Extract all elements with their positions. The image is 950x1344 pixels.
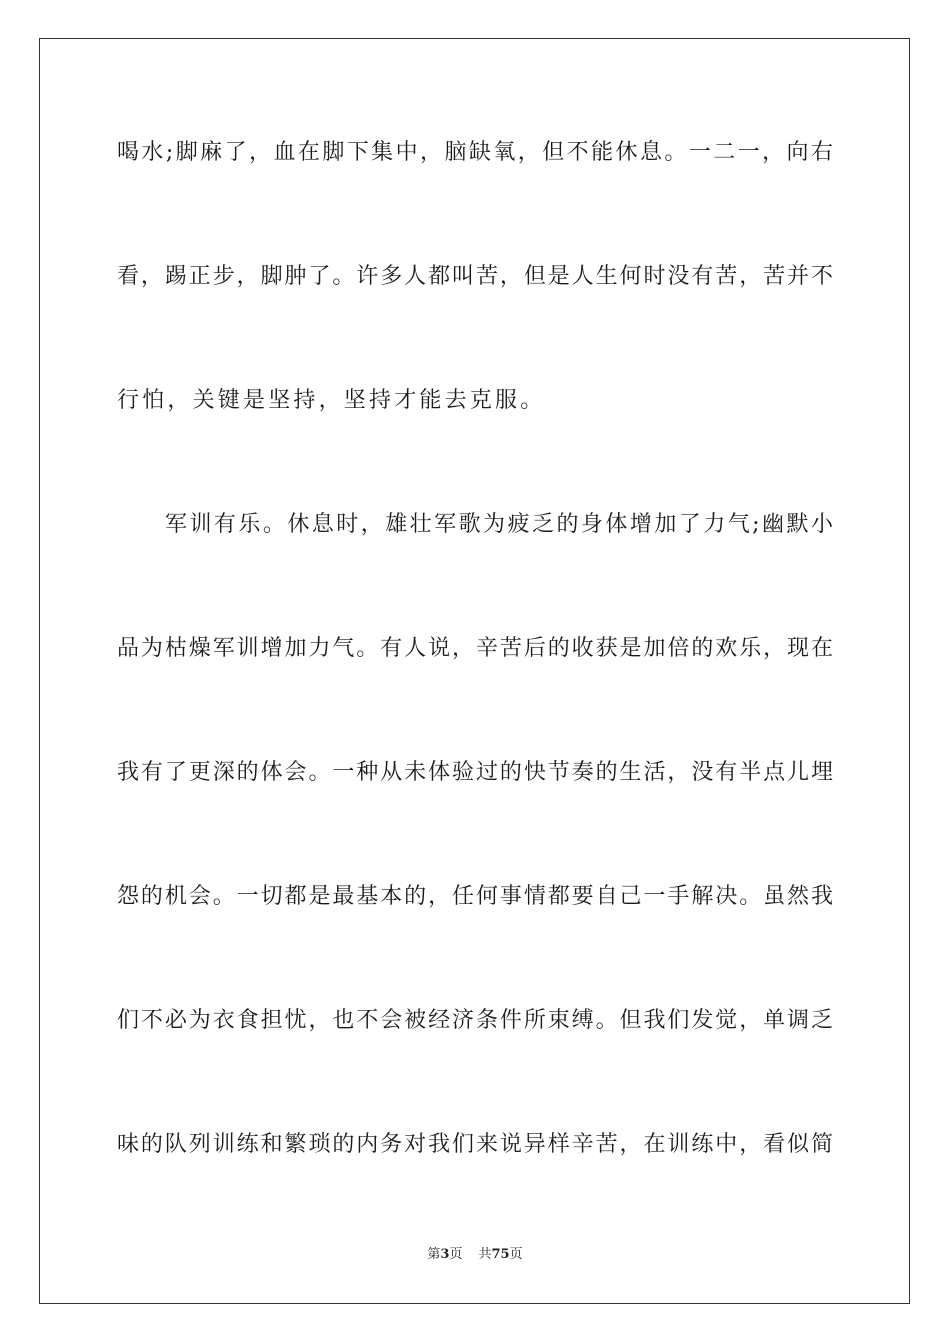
paragraph-line: 军训有乐。休息时，雄壮军歌为疲乏的身体增加了力气;幽默小 (165, 512, 833, 537)
total-prefix: 共 (478, 1247, 492, 1262)
page-footer (0, 1246, 950, 1264)
page-number: 3 (440, 1247, 450, 1262)
paragraph-line: 们不必为衣食担忧，也不会被经济条件所束缚。但我们发觉，单调乏 (117, 1008, 833, 1033)
page-suffix: 页 (449, 1247, 463, 1262)
page-border (39, 38, 910, 1304)
paragraph-line: 喝水;脚麻了，血在脚下集中，脑缺氧，但不能休息。一二一，向右 (117, 140, 833, 165)
total-pages: 75 (491, 1247, 510, 1262)
paragraph-line: 味的队列训练和繁琐的内务对我们来说异样辛苦，在训练中，看似简 (117, 1132, 833, 1157)
paragraph-line: 看，踢正步，脚肿了。许多人都叫苦，但是人生何时没有苦，苦并不 (117, 264, 833, 289)
total-suffix: 页 (509, 1247, 523, 1262)
paragraph-line: 品为枯燥军训增加力气。有人说，辛苦后的收获是加倍的欢乐，现在 (117, 636, 833, 661)
paragraph-line: 我有了更深的体会。一种从未体验过的快节奏的生活，没有半点儿埋 (117, 760, 833, 785)
paragraph-line: 行怕，关键是坚持，坚持才能去克服。 (117, 388, 546, 413)
page-prefix: 第 (427, 1247, 441, 1262)
paragraph-line: 怨的机会。一切都是最基本的，任何事情都要自己一手解决。虽然我 (117, 884, 833, 909)
